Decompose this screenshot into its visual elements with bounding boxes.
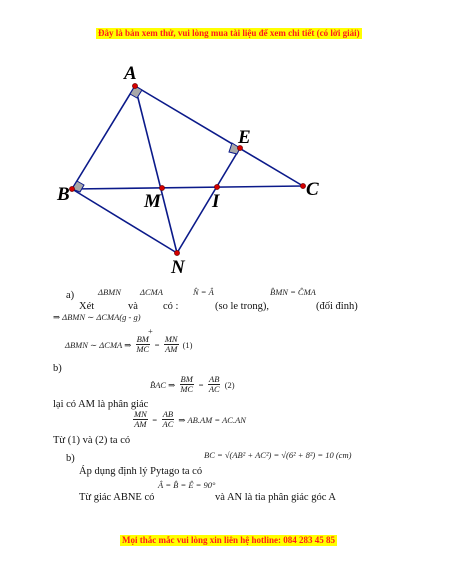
segment-bc — [72, 186, 303, 189]
math-delta-cma: ΔCMA — [140, 287, 163, 297]
segment-ab — [72, 86, 135, 189]
text-co: có : — [163, 301, 179, 312]
eq-label-2: (2) — [224, 380, 235, 391]
ratio-equation-3: $\frac{MN}{AM}$ = $\frac{AB}{AC}$ ⇒ AB.AM = AC.AN — [134, 409, 246, 429]
math-plus: + — [148, 326, 153, 336]
segment-ac — [135, 86, 303, 186]
text-doi-dinh: (đối đỉnh) — [316, 301, 358, 312]
part-b2-label: b) — [66, 453, 75, 464]
point-a — [132, 83, 137, 88]
point-n — [174, 250, 179, 255]
text-xet: Xét — [79, 301, 95, 312]
fraction-mn-am: $\frac{MN}{AM}$ — [164, 334, 178, 354]
fraction-ab-ac: $\frac{AB}{AC}$ — [208, 374, 220, 394]
math-angle-bac: B̂AC ⇒ — [150, 380, 176, 391]
ratio-lhs: ΔBMN ∼ ΔCMA ⇒ — [65, 340, 132, 351]
preview-banner: Đây là bản xem thử, vui lòng mua tài liệu để xem chi tiết (có lời giải) — [98, 28, 360, 38]
fraction-bm-mc-2: $\frac{BM}{MC}$ — [180, 374, 194, 394]
label-c: C — [306, 179, 319, 200]
text-va: và — [128, 301, 138, 312]
point-c — [300, 183, 305, 188]
label-e: E — [238, 127, 251, 148]
text-am-phan-giac: lại có AM là phân giác — [53, 399, 149, 410]
ratio-equation-1: ΔBMN ∼ ΔCMA ⇒ $\frac{BM}{MC}$ = $\frac{MN}{AM}$ (1) — [65, 334, 193, 354]
ratio-equation-2: B̂AC ⇒ $\frac{BM}{MC}$ = $\frac{AB}{AC}$ (2) — [150, 374, 235, 394]
point-i — [214, 184, 219, 189]
label-i: I — [212, 191, 220, 212]
geometry-figure — [0, 0, 450, 290]
label-m: M — [144, 191, 161, 212]
fraction-ab-ac-2: $\frac{AB}{AC}$ — [162, 409, 174, 429]
segment-bn — [72, 189, 177, 253]
math-angle-bmn-cma: B̂MN = ĈMA — [270, 287, 316, 297]
math-right-angles: Â = B̂ = Ê = 90° — [158, 480, 216, 490]
fraction-bm-mc: $\frac{BM}{MC}$ — [136, 334, 150, 354]
text-pytago: Áp dụng định lý Pytago ta có — [79, 466, 203, 477]
text-so-le-trong: (so le trong), — [215, 301, 269, 312]
label-n: N — [171, 257, 185, 278]
math-bc-pythagoras: BC = √(AB² + AC²) = √(6² + 8²) = 10 (cm) — [204, 450, 352, 460]
point-b — [69, 186, 74, 191]
hotline-banner: Mọi thắc mắc vui lòng xin liên hệ hotline: 084 283 45 85 — [122, 535, 336, 545]
math-delta-bmn: ΔBMN — [98, 287, 121, 297]
fraction-mn-am-2: $\frac{MN}{AM}$ — [134, 409, 147, 429]
text-tu-giac-abne: Từ giác ABNE có — [79, 492, 155, 503]
segment-ne — [177, 148, 240, 253]
segment-an — [135, 86, 177, 253]
part-a-label: a) — [66, 290, 75, 301]
text-an-phan-giac: và AN là tia phân giác góc A — [215, 492, 337, 503]
math-angle-n-a: N̂ = Â — [193, 287, 214, 297]
eq-label-1: (1) — [182, 340, 193, 351]
math-similar-gg: ⇒ ΔBMN ∼ ΔCMA(g - g) — [53, 312, 141, 322]
part-b-label: b) — [53, 363, 62, 374]
text-tu-1-2: Từ (1) và (2) ta có — [53, 435, 131, 446]
math-ab-am-ac-an: ⇒ AB.AM = AC.AN — [178, 415, 246, 426]
label-a: A — [124, 63, 137, 84]
point-m — [159, 185, 164, 190]
label-b: B — [57, 184, 70, 205]
